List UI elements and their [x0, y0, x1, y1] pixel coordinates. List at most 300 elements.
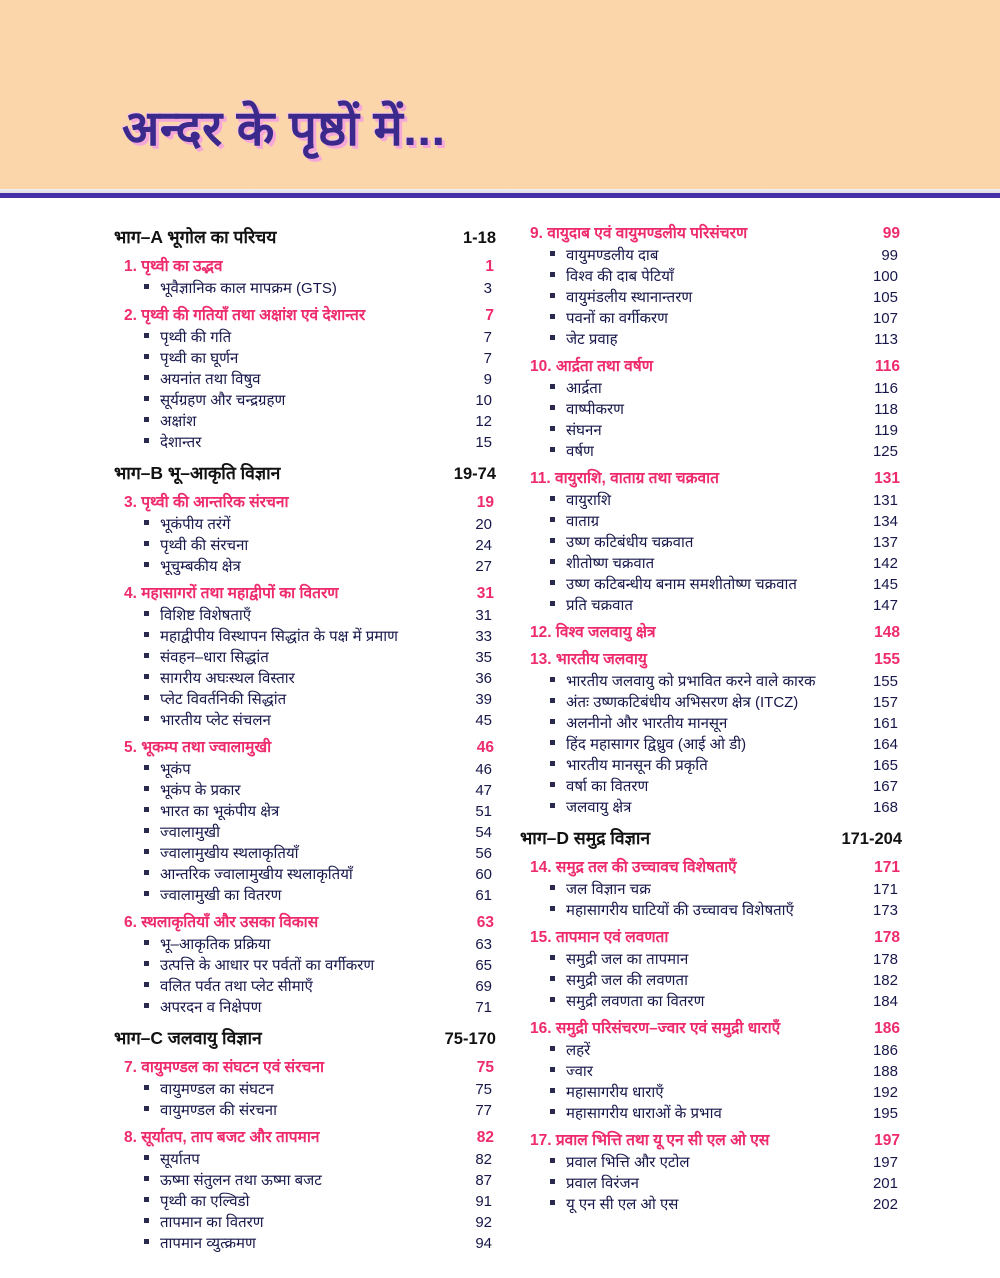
toc-entry-page-number: 164 — [872, 736, 898, 753]
toc-entry-page-number: 134 — [872, 513, 898, 530]
toc-entry-page-number: 61 — [475, 887, 492, 904]
square-bullet-icon — [144, 396, 149, 401]
toc-entry-label — [144, 689, 286, 709]
toc-entry-page-number: 188 — [872, 1063, 898, 1080]
square-bullet-icon — [550, 761, 555, 766]
page-title: अन्दर के पृष्ठों में... — [122, 102, 446, 156]
toc-entry-text: 17. प्रवाल भित्ति तथा यू एन सी एल ओ एस — [530, 1132, 770, 1149]
toc-topic-row[interactable] — [114, 710, 496, 730]
toc-entry-text: भारतीय प्लेट संचलन — [160, 712, 271, 729]
toc-entry-label — [144, 934, 270, 954]
toc-topic-row[interactable] — [520, 991, 902, 1011]
toc-entry-label — [550, 1082, 664, 1102]
toc-entry-page-number: 91 — [475, 1193, 492, 1210]
toc-topic-row[interactable] — [520, 900, 902, 920]
toc-topic-row[interactable] — [520, 1082, 902, 1102]
toc-topic-row[interactable] — [520, 879, 902, 899]
toc-entry-text: 16. समुद्री परिसंचरण–ज्वार एवं समुद्री धाराएँ — [530, 1020, 781, 1037]
toc-topic-row[interactable] — [114, 1170, 496, 1190]
toc-entry-label — [144, 885, 281, 905]
toc-entry-label — [530, 354, 653, 376]
toc-entry-text: पृथ्वी का एल्विडो — [160, 1193, 250, 1210]
toc-entry-page-number: 71 — [475, 999, 492, 1016]
toc-topic-row[interactable] — [114, 801, 496, 821]
toc-entry-page-number: 56 — [475, 845, 492, 862]
toc-topic-row[interactable] — [114, 390, 496, 410]
square-bullet-icon — [550, 314, 555, 319]
toc-entry-label — [530, 221, 747, 243]
toc-topic-row[interactable] — [114, 327, 496, 347]
toc-topic-row[interactable] — [520, 399, 902, 419]
toc-part-row[interactable] — [520, 826, 902, 850]
toc-entry-label — [144, 411, 196, 431]
toc-topic-row[interactable] — [520, 713, 902, 733]
toc-entry-page-number: 47 — [475, 782, 492, 799]
square-bullet-icon — [144, 828, 149, 833]
toc-entry-text: समुद्री जल की लवणता — [566, 972, 688, 989]
square-bullet-icon — [144, 891, 149, 896]
toc-entry-label — [124, 303, 365, 325]
toc-entry-text: सागरीय अघःस्थल विस्तार — [160, 670, 295, 687]
toc-topic-row[interactable] — [114, 1233, 496, 1253]
square-bullet-icon — [550, 803, 555, 808]
square-bullet-icon — [144, 870, 149, 875]
toc-topic-row[interactable] — [520, 1194, 902, 1214]
toc-topic-row[interactable] — [114, 934, 496, 954]
toc-topic-row[interactable] — [520, 970, 902, 990]
toc-entry-page-number: 186 — [874, 1020, 900, 1037]
square-bullet-icon — [144, 417, 149, 422]
toc-entry-page-number: 178 — [872, 951, 898, 968]
toc-entry-label — [530, 925, 668, 947]
toc-entry-text: भाग–C जलवायु विज्ञान — [114, 1028, 262, 1048]
toc-entry-text: ज्वार — [566, 1063, 593, 1080]
toc-topic-row[interactable] — [520, 1040, 902, 1060]
toc-topic-row[interactable] — [520, 441, 902, 461]
toc-topic-row[interactable] — [520, 532, 902, 552]
toc-entry-label — [144, 327, 231, 347]
toc-chapter-row[interactable] — [114, 254, 496, 276]
toc-topic-row[interactable] — [520, 329, 902, 349]
toc-chapter-row[interactable] — [114, 490, 496, 512]
toc-topic-row[interactable] — [114, 1212, 496, 1232]
toc-entry-page-number: 75 — [476, 1059, 494, 1076]
toc-entry-page-number: 24 — [475, 537, 492, 554]
toc-entry-label — [550, 671, 816, 691]
square-bullet-icon — [550, 426, 555, 431]
toc-entry-page-number: 145 — [872, 576, 898, 593]
toc-entry-text: संवहन–धारा सिद्धांत — [160, 649, 269, 666]
toc-topic-row[interactable] — [114, 535, 496, 555]
square-bullet-icon — [144, 1197, 149, 1202]
toc-topic-row[interactable] — [114, 432, 496, 452]
toc-entry-page-number: 7 — [483, 329, 492, 346]
toc-entry-label — [144, 710, 271, 730]
toc-part-row[interactable] — [114, 1026, 496, 1050]
toc-entry-label — [550, 553, 654, 573]
toc-entry-label — [144, 997, 261, 1017]
toc-entry-page-number: 107 — [872, 310, 898, 327]
toc-chapter-row[interactable] — [520, 925, 902, 947]
toc-entry-page-number: 75-170 — [444, 1030, 496, 1048]
square-bullet-icon — [144, 333, 149, 338]
toc-chapter-row[interactable] — [114, 1125, 496, 1147]
square-bullet-icon — [550, 677, 555, 682]
toc-entry-label — [550, 420, 602, 440]
toc-topic-row[interactable] — [114, 843, 496, 863]
toc-entry-label — [144, 1233, 256, 1253]
toc-topic-row[interactable] — [114, 369, 496, 389]
header-band — [0, 0, 1000, 189]
toc-entry-page-number: 19-74 — [453, 465, 496, 483]
square-bullet-icon — [550, 976, 555, 981]
toc-chapter-row[interactable] — [520, 354, 902, 376]
toc-topic-row[interactable] — [520, 553, 902, 573]
toc-topic-row[interactable] — [114, 514, 496, 534]
square-bullet-icon — [144, 375, 149, 380]
square-bullet-icon — [550, 405, 555, 410]
toc-entry-page-number: 147 — [872, 597, 898, 614]
toc-entry-text: 15. तापमान एवं लवणता — [530, 929, 669, 946]
toc-entry-label — [144, 780, 241, 800]
toc-topic-row[interactable] — [520, 511, 902, 531]
toc-chapter-row[interactable] — [520, 620, 902, 642]
toc-entry-text: 11. वायुराशि, वाताग्र तथा चक्रवात — [530, 470, 719, 487]
square-bullet-icon — [550, 955, 555, 960]
toc-entry-label — [520, 826, 650, 850]
toc-entry-text: जेट प्रवाह — [566, 331, 618, 348]
toc-entry-text: भाग–B भू–आकृति विज्ञान — [114, 463, 281, 483]
toc-entry-text: भूकंप के प्रकार — [160, 782, 241, 799]
toc-entry-label — [550, 1040, 590, 1060]
toc-entry-text: उष्ण कटिबंधीय चक्रवात — [566, 534, 694, 551]
square-bullet-icon — [550, 580, 555, 585]
toc-part-row[interactable] — [114, 225, 496, 249]
square-bullet-icon — [144, 1085, 149, 1090]
toc-entry-text: भूचुम्बकीय क्षेत्र — [160, 558, 241, 575]
toc-topic-row[interactable] — [520, 595, 902, 615]
toc-entry-text: 14. समुद्र तल की उच्चावच विशेषताएँ — [530, 859, 737, 876]
toc-entry-label — [124, 581, 339, 603]
toc-entry-text: भाग–D समुद्र विज्ञान — [520, 828, 651, 848]
toc-entry-label — [114, 461, 280, 485]
toc-entry-label — [550, 595, 633, 615]
toc-topic-row[interactable] — [520, 1152, 902, 1172]
square-bullet-icon — [550, 601, 555, 606]
toc-entry-page-number: 3 — [483, 280, 492, 297]
square-bullet-icon — [550, 1046, 555, 1051]
toc-topic-row[interactable] — [520, 692, 902, 712]
toc-entry-label — [144, 976, 313, 996]
toc-chapter-row[interactable] — [520, 221, 902, 243]
toc-topic-row[interactable] — [114, 1191, 496, 1211]
toc-entry-text: 1. पृथ्वी का उद्भव — [124, 258, 223, 275]
toc-entry-label — [144, 556, 241, 576]
toc-entry-page-number: 1-18 — [462, 229, 496, 247]
toc-entry-text: अयनांत तथा विषुव — [160, 371, 261, 388]
toc-topic-row[interactable] — [520, 776, 902, 796]
toc-entry-text: समुद्री लवणता का वितरण — [566, 993, 705, 1010]
toc-entry-text: भारत का भूकंपीय क्षेत्र — [160, 803, 280, 820]
toc-entry-text: वायुमंडलीय स्थानान्तरण — [566, 289, 693, 306]
toc-chapter-row[interactable] — [520, 647, 902, 669]
toc-entry-text: वलित पर्वत तथा प्लेट सीमाएँ — [160, 978, 313, 995]
toc-topic-row[interactable] — [520, 949, 902, 969]
toc-entry-label — [144, 647, 269, 667]
toc-entry-label — [550, 490, 611, 510]
left-column — [114, 216, 496, 1254]
toc-topic-row[interactable] — [520, 490, 902, 510]
toc-topic-row[interactable] — [520, 797, 902, 817]
toc-topic-row[interactable] — [114, 278, 496, 298]
toc-topic-row[interactable] — [114, 626, 496, 646]
toc-entry-label — [114, 225, 276, 249]
toc-topic-row[interactable] — [114, 689, 496, 709]
toc-entry-page-number: 105 — [872, 289, 898, 306]
toc-entry-page-number: 192 — [872, 1084, 898, 1101]
toc-entry-page-number: 51 — [475, 803, 492, 820]
toc-entry-text: सूर्यग्रहण और चन्द्रग्रहण — [160, 392, 286, 409]
toc-topic-row[interactable] — [520, 574, 902, 594]
toc-entry-text: समुद्री जल का तापमान — [566, 951, 689, 968]
toc-entry-page-number: 167 — [872, 778, 898, 795]
square-bullet-icon — [550, 272, 555, 277]
toc-topic-row[interactable] — [114, 1100, 496, 1120]
toc-entry-label — [114, 1026, 262, 1050]
toc-entry-label — [124, 254, 223, 276]
toc-entry-text: 3. पृथ्वी की आन्तरिक संरचना — [124, 494, 289, 511]
toc-entry-page-number: 161 — [872, 715, 898, 732]
toc-entry-page-number: 171 — [872, 881, 898, 898]
toc-entry-page-number: 182 — [872, 972, 898, 989]
toc-topic-row[interactable] — [114, 605, 496, 625]
toc-entry-text: लहरें — [566, 1042, 591, 1059]
toc-entry-text: भारतीय जलवायु को प्रभावित करने वाले कारक — [566, 673, 816, 690]
toc-chapter-row[interactable] — [114, 735, 496, 757]
toc-entry-page-number: 20 — [475, 516, 492, 533]
toc-entry-text: तापमान का वितरण — [160, 1214, 264, 1231]
square-bullet-icon — [144, 982, 149, 987]
toc-entry-label — [144, 1212, 264, 1232]
toc-entry-page-number: 63 — [475, 936, 492, 953]
toc-entry-page-number: 82 — [476, 1129, 494, 1146]
toc-entry-page-number: 118 — [874, 401, 898, 418]
toc-entry-label — [144, 864, 353, 884]
toc-topic-row[interactable] — [114, 864, 496, 884]
square-bullet-icon — [144, 611, 149, 616]
toc-entry-page-number: 54 — [475, 824, 492, 841]
toc-topic-row[interactable] — [114, 1079, 496, 1099]
toc-entry-text: जल विज्ञान चक्र — [566, 881, 651, 898]
toc-entry-label — [144, 626, 398, 646]
toc-topic-row[interactable] — [520, 1173, 902, 1193]
square-bullet-icon — [144, 632, 149, 637]
square-bullet-icon — [144, 438, 149, 443]
square-bullet-icon — [550, 885, 555, 890]
toc-topic-row[interactable] — [520, 308, 902, 328]
toc-chapter-row[interactable] — [114, 1055, 496, 1077]
toc-entry-label — [550, 329, 618, 349]
toc-entry-page-number: 137 — [872, 534, 898, 551]
toc-entry-page-number: 202 — [872, 1196, 898, 1213]
toc-topic-row[interactable] — [520, 1061, 902, 1081]
toc-entry-label — [144, 1100, 277, 1120]
toc-entry-page-number: 99 — [882, 225, 900, 242]
toc-entry-text: 8. सूर्यातप, ताप बजट और तापमान — [124, 1129, 320, 1146]
toc-entry-label — [144, 514, 230, 534]
square-bullet-icon — [144, 716, 149, 721]
toc-entry-page-number: 63 — [476, 914, 494, 931]
toc-entry-label — [550, 1173, 639, 1193]
toc-entry-text: ज्वालामुखीय स्थलाकृतियाँ — [160, 845, 299, 862]
toc-entry-text: आन्तरिक ज्वालामुखीय स्थलाकृतियाँ — [160, 866, 353, 883]
toc-entry-label — [550, 713, 727, 733]
toc-topic-row[interactable] — [114, 759, 496, 779]
toc-entry-label — [144, 1170, 322, 1190]
toc-chapter-row[interactable] — [114, 581, 496, 603]
toc-entry-label — [550, 991, 704, 1011]
toc-entry-text: वाताग्र — [566, 513, 600, 530]
toc-topic-row[interactable] — [114, 348, 496, 368]
toc-chapter-row[interactable] — [520, 855, 902, 877]
toc-entry-text: भारतीय मानसून की प्रकृति — [566, 757, 708, 774]
square-bullet-icon — [550, 997, 555, 1002]
toc-entry-page-number: 173 — [872, 902, 898, 919]
toc-entry-label — [550, 949, 688, 969]
toc-entry-text: प्रति चक्रवात — [566, 597, 633, 614]
toc-topic-row[interactable] — [520, 1103, 902, 1123]
square-bullet-icon — [550, 384, 555, 389]
toc-entry-text: सूर्यातप — [160, 1151, 200, 1168]
toc-part-row[interactable] — [114, 461, 496, 485]
toc-entry-text: महासागरीय घाटियों की उच्चावच विशेषताएँ — [566, 902, 794, 919]
toc-entry-label — [550, 266, 674, 286]
toc-chapter-row[interactable] — [114, 303, 496, 325]
toc-chapter-row[interactable] — [114, 910, 496, 932]
toc-entry-page-number: 195 — [872, 1105, 898, 1122]
toc-entry-label — [550, 441, 594, 461]
toc-entry-page-number: 7 — [483, 350, 492, 367]
toc-topic-row[interactable] — [114, 780, 496, 800]
toc-entry-page-number: 113 — [874, 331, 898, 348]
toc-topic-row[interactable] — [520, 266, 902, 286]
square-bullet-icon — [144, 940, 149, 945]
toc-entry-page-number: 7 — [485, 307, 494, 324]
square-bullet-icon — [144, 674, 149, 679]
toc-entry-label — [144, 432, 201, 452]
toc-entry-text: पृथ्वी की गति — [160, 329, 232, 346]
toc-entry-text: प्रवाल भित्ति और एटोल — [566, 1154, 690, 1171]
square-bullet-icon — [144, 541, 149, 546]
toc-topic-row[interactable] — [114, 647, 496, 667]
square-bullet-icon — [144, 354, 149, 359]
toc-entry-text: आर्द्रता — [566, 380, 602, 397]
toc-topic-row[interactable] — [114, 668, 496, 688]
toc-topic-row[interactable] — [114, 411, 496, 431]
toc-entry-text: पृथ्वी की संरचना — [160, 537, 249, 554]
toc-entry-page-number: 65 — [475, 957, 492, 974]
toc-entry-label — [550, 1152, 690, 1172]
toc-entry-text: 13. भारतीय जलवायु — [530, 651, 647, 668]
toc-entry-page-number: 77 — [475, 1102, 492, 1119]
toc-topic-row[interactable] — [520, 755, 902, 775]
toc-entry-page-number: 178 — [874, 929, 900, 946]
square-bullet-icon — [550, 335, 555, 340]
toc-entry-text: ऊष्मा संतुलन तथा ऊष्मा बजट — [160, 1172, 322, 1189]
toc-topic-row[interactable] — [520, 420, 902, 440]
toc-entry-page-number: 27 — [475, 558, 492, 575]
toc-entry-label — [144, 278, 337, 298]
toc-entry-text: ज्वालामुखी का वितरण — [160, 887, 282, 904]
toc-entry-page-number: 131 — [874, 470, 900, 487]
toc-entry-page-number: 75 — [475, 1081, 492, 1098]
toc-entry-page-number: 99 — [881, 247, 898, 264]
toc-topic-row[interactable] — [520, 378, 902, 398]
square-bullet-icon — [550, 538, 555, 543]
square-bullet-icon — [144, 765, 149, 770]
toc-entry-label — [124, 910, 318, 932]
header-divider-highlight — [0, 198, 1000, 200]
square-bullet-icon — [550, 559, 555, 564]
toc-topic-row[interactable] — [520, 734, 902, 754]
toc-entry-page-number: 69 — [475, 978, 492, 995]
toc-topic-row[interactable] — [114, 885, 496, 905]
toc-topic-row[interactable] — [520, 287, 902, 307]
toc-entry-label — [124, 1055, 324, 1077]
toc-topic-row[interactable] — [520, 245, 902, 265]
square-bullet-icon — [550, 1067, 555, 1072]
toc-entry-label — [550, 378, 602, 398]
square-bullet-icon — [144, 653, 149, 658]
toc-chapter-row[interactable] — [520, 1016, 902, 1038]
toc-topic-row[interactable] — [114, 556, 496, 576]
toc-entry-label — [144, 822, 220, 842]
toc-topic-row[interactable] — [114, 955, 496, 975]
square-bullet-icon — [550, 906, 555, 911]
toc-entry-label — [550, 900, 794, 920]
toc-topic-row[interactable] — [520, 671, 902, 691]
toc-entry-label — [530, 466, 719, 488]
toc-entry-page-number: 33 — [475, 628, 492, 645]
toc-entry-page-number: 125 — [872, 443, 898, 460]
toc-entry-text: भाग–A भूगोल का परिचय — [114, 227, 277, 247]
toc-entry-label — [550, 399, 624, 419]
toc-topic-row[interactable] — [114, 976, 496, 996]
toc-entry-label — [550, 287, 692, 307]
toc-entry-label — [124, 1125, 319, 1147]
toc-columns — [0, 216, 1000, 1254]
toc-topic-row[interactable] — [114, 997, 496, 1017]
toc-chapter-row[interactable] — [520, 466, 902, 488]
toc-entry-text: यू एन सी एल ओ एस — [566, 1196, 679, 1213]
toc-entry-page-number: 94 — [475, 1235, 492, 1252]
toc-topic-row[interactable] — [114, 1149, 496, 1169]
toc-entry-text: 10. आर्द्रता तथा वर्षण — [530, 358, 653, 375]
square-bullet-icon — [144, 562, 149, 567]
toc-entry-text: 12. विश्व जलवायु क्षेत्र — [530, 624, 656, 641]
square-bullet-icon — [144, 807, 149, 812]
toc-entry-text: 7. वायुमण्डल का संघटन एवं संरचना — [124, 1059, 324, 1076]
toc-entry-label — [550, 245, 658, 265]
toc-entry-label — [550, 1103, 722, 1123]
toc-entry-page-number: 155 — [874, 651, 900, 668]
toc-topic-row[interactable] — [114, 822, 496, 842]
square-bullet-icon — [550, 447, 555, 452]
toc-entry-page-number: 168 — [872, 799, 898, 816]
toc-chapter-row[interactable] — [520, 1128, 902, 1150]
toc-entry-page-number: 119 — [874, 422, 898, 439]
toc-entry-text: ज्वालामुखी — [160, 824, 220, 841]
